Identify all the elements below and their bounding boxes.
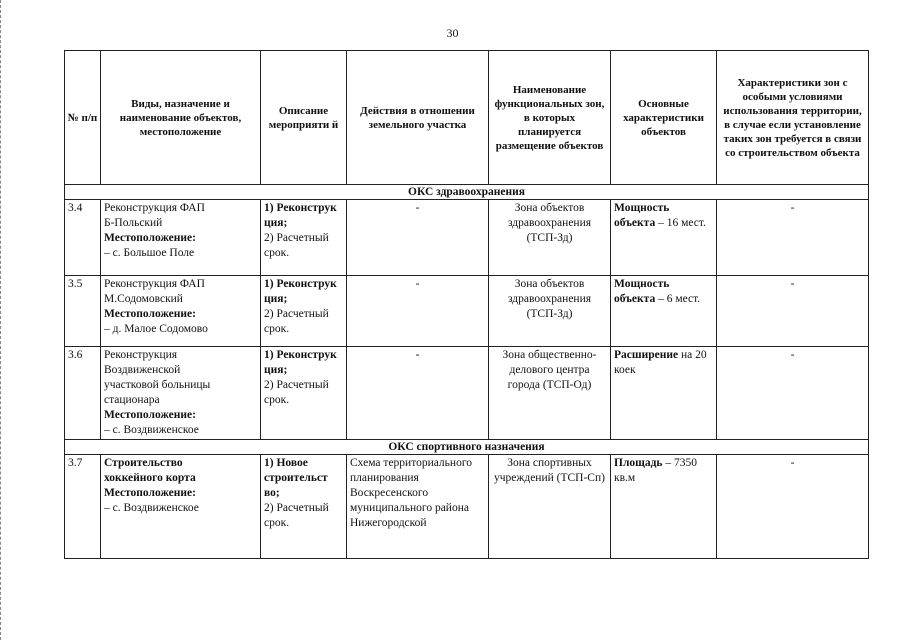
table-row [65, 455, 869, 559]
desc-bold: 1) Реконструк ция; [264, 202, 337, 229]
objects-table [64, 50, 869, 559]
row-num: 3.4 [65, 200, 101, 276]
location-label: Местоположение: [104, 232, 196, 244]
row-special: - [717, 200, 869, 276]
row-kind [101, 200, 261, 276]
kind-line: Реконструкция [104, 349, 178, 361]
kind-line: М.Содомовский [104, 293, 183, 305]
header-zones: Наименование функциональных зон, в которых планируется размещение объектов [489, 51, 611, 185]
table-header-row [65, 51, 869, 185]
chars-rest: на 20 коек [614, 349, 707, 376]
row-special: - [717, 347, 869, 440]
row-num: 3.6 [65, 347, 101, 440]
table-row [65, 200, 869, 276]
kind-line: Реконструкция ФАП [104, 202, 205, 214]
header-desc: Описание мероприяти й [261, 51, 347, 185]
location-value: – д. Малое Содомово [104, 323, 208, 335]
row-kind [101, 347, 261, 440]
chars-rest: – 6 мест. [655, 293, 701, 305]
desc-bold: 1) Реконструк ция; [264, 278, 337, 305]
section-title: ОКС здравоохранения [65, 185, 869, 200]
kind-line: Строительство [104, 457, 183, 469]
location-value: – с. Воздвиженское [104, 502, 199, 514]
header-actions: Действия в отношении земельного участка [347, 51, 489, 185]
location-label: Местоположение: [104, 409, 196, 421]
desc-bold: 1) Реконструк ция; [264, 349, 337, 376]
scan-edge-mark [0, 0, 3, 640]
kind-line: стационара [104, 394, 160, 406]
location-label: Местоположение: [104, 487, 196, 499]
kind-line: Воздвиженской [104, 364, 181, 376]
row-special: - [717, 455, 869, 559]
desc-rest: 2) Расчетный срок. [264, 308, 329, 335]
row-zone: Зона общественно-делового центра города (ТСП-Од) [489, 347, 611, 440]
row-chars [611, 347, 717, 440]
row-desc [261, 455, 347, 559]
kind-line: хоккейного корта [104, 472, 196, 484]
chars-bold: Площадь [614, 457, 663, 469]
location-label: Местоположение: [104, 308, 196, 320]
header-chars: Основные характеристики объектов [611, 51, 717, 185]
header-kind: Виды, назначение и наименование объектов, местоположение [101, 51, 261, 185]
desc-rest: 2) Расчетный срок. [264, 379, 329, 406]
location-value: – с. Воздвиженское [104, 424, 199, 436]
row-chars [611, 276, 717, 347]
chars-rest: – 16 мест. [655, 217, 706, 229]
row-desc [261, 276, 347, 347]
row-actions: - [347, 276, 489, 347]
table-row [65, 276, 869, 347]
row-chars [611, 455, 717, 559]
page-number: 30 [446, 26, 459, 40]
row-chars [611, 200, 717, 276]
chars-bold: Мощность объекта [614, 202, 670, 229]
kind-line: Б-Польский [104, 217, 163, 229]
desc-bold: 1) Новое строительст во; [264, 457, 328, 499]
row-kind [101, 455, 261, 559]
table-row [65, 347, 869, 440]
row-actions: - [347, 347, 489, 440]
row-actions: - [347, 200, 489, 276]
location-value: – с. Большое Поле [104, 247, 195, 259]
row-zone: Зона объектов здравоохранения (ТСП-Зд) [489, 276, 611, 347]
row-num: 3.5 [65, 276, 101, 347]
row-actions: Схема территориального планирования Воскресенского муниципального района Нижегородской [347, 455, 489, 559]
row-zone: Зона объектов здравоохранения (ТСП-Зд) [489, 200, 611, 276]
kind-line: Реконструкция ФАП [104, 278, 205, 290]
row-num: 3.7 [65, 455, 101, 559]
desc-rest: 2) Расчетный срок. [264, 502, 329, 529]
row-desc [261, 200, 347, 276]
row-special: - [717, 276, 869, 347]
kind-line: участковой больницы [104, 379, 211, 391]
chars-bold: Расширение [614, 349, 679, 361]
section-row-sport [65, 440, 869, 455]
row-zone: Зона спортивных учреждений (ТСП-Сп) [489, 455, 611, 559]
header-special: Характеристики зон с особыми условиями использования территории, в случае если установление таких зон требуется в связи со строительством объекта [717, 51, 869, 185]
row-kind [101, 276, 261, 347]
chars-rest: – 7350 кв.м [614, 457, 698, 484]
header-num: № п/п [65, 51, 101, 185]
desc-rest: 2) Расчетный срок. [264, 232, 329, 259]
section-title: ОКС спортивного назначения [65, 440, 869, 455]
section-row-health [65, 185, 869, 200]
chars-bold: Мощность объекта [614, 278, 670, 305]
row-desc [261, 347, 347, 440]
